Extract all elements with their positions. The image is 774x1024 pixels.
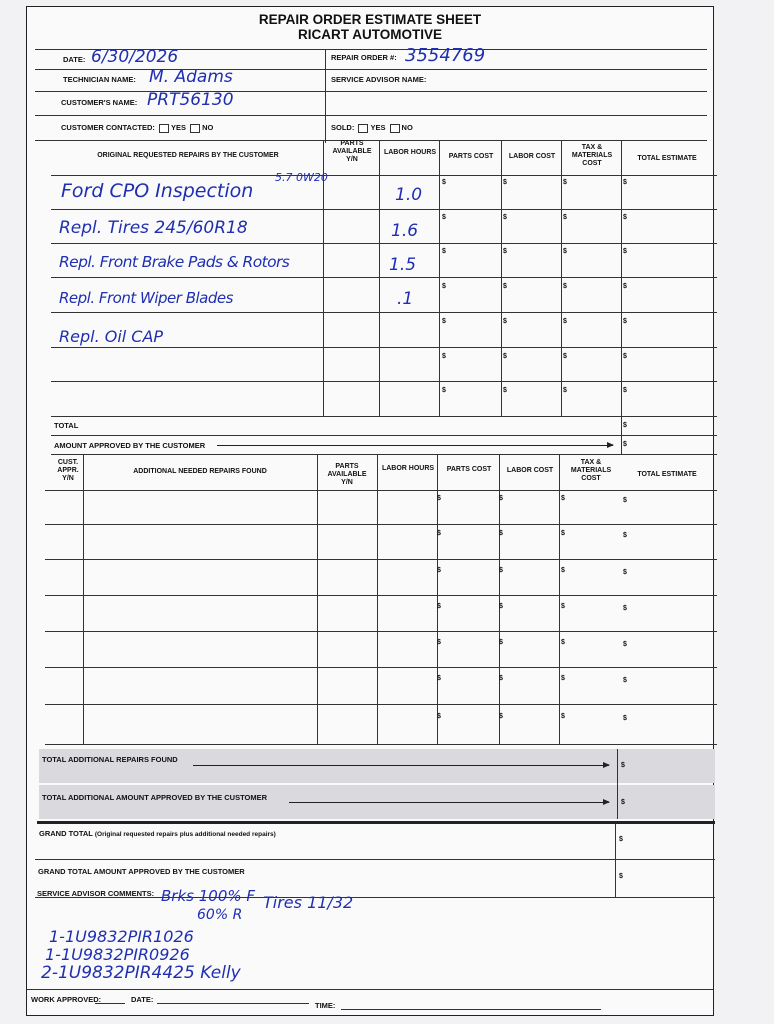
col-add-labor-cost: LABOR COST <box>506 467 554 474</box>
dollar-cell: $ <box>623 497 627 504</box>
dollar-cell: $ <box>503 318 507 325</box>
dollar-cell: $ <box>442 387 446 394</box>
col-add-total-estimate: TOTAL ESTIMATE <box>637 471 697 478</box>
work-approved-label: WORK APPROVED: <box>31 995 102 1004</box>
dollar-cell: $ <box>563 214 567 221</box>
dollar-cell: $ <box>623 248 627 255</box>
dollar-cell: $ <box>619 836 623 843</box>
dollar-cell: $ <box>561 675 565 682</box>
tech-label: TECHNICIAN NAME: <box>63 75 136 84</box>
comment-tires[interactable]: Tires 11/32 <box>263 893 354 912</box>
repair-row-2[interactable]: Repl. Tires 245/60R18 <box>59 218 248 238</box>
dollar-cell: $ <box>563 387 567 394</box>
additional-approved-arrow <box>289 802 609 803</box>
col-add-parts-cost: PARTS COST <box>446 466 492 473</box>
dollar-cell: $ <box>623 214 627 221</box>
footer-date-label: DATE: <box>131 995 154 1004</box>
dollar-cell: $ <box>503 214 507 221</box>
grand-approved-label: GRAND TOTAL AMOUNT APPROVED BY THE CUSTOMER <box>38 867 245 876</box>
dollar-cell: $ <box>621 799 625 806</box>
dollar-cell: $ <box>499 603 503 610</box>
advisor-label: SERVICE ADVISOR NAME: <box>331 75 427 84</box>
comment-brakes[interactable]: Brks 100% F <box>161 887 256 905</box>
approved-label: AMOUNT APPROVED BY THE CUSTOMER <box>54 441 206 450</box>
hours-row-1[interactable]: 1.0 <box>395 185 423 205</box>
dollar-cell: $ <box>623 715 627 722</box>
repair-row-5[interactable]: Repl. Oil CAP <box>59 327 164 346</box>
dollar-cell: $ <box>623 677 627 684</box>
dollar-cell: $ <box>623 422 627 429</box>
dollar-cell: $ <box>561 639 565 646</box>
dollar-cell: $ <box>503 353 507 360</box>
repair-row-4[interactable]: Repl. Front Wiper Blades <box>59 289 233 307</box>
contacted-row <box>61 123 213 133</box>
sold-yes-label: YES <box>370 123 386 132</box>
dollar-cell: $ <box>563 283 567 290</box>
comment-line-1[interactable]: 1-1U9832PIR1026 <box>49 927 194 946</box>
col-add-tax-materials: TAX & MATERIALS COST <box>570 459 612 482</box>
dollar-cell: $ <box>499 713 503 720</box>
dollar-cell: $ <box>623 532 627 539</box>
dollar-cell: $ <box>621 762 625 769</box>
dollar-cell: $ <box>503 387 507 394</box>
col-add-parts-available: PARTS AVAILABLE Y/N <box>327 463 367 486</box>
dollar-cell: $ <box>442 318 446 325</box>
dollar-cell: $ <box>503 248 507 255</box>
dollar-cell: $ <box>442 353 446 360</box>
dollar-cell: $ <box>437 530 441 537</box>
col-parts-cost: PARTS COST <box>448 153 494 160</box>
dollar-cell: $ <box>623 641 627 648</box>
comment-brakes-rear[interactable]: 60% R <box>197 907 243 923</box>
dollar-cell: $ <box>499 675 503 682</box>
dollar-cell: $ <box>561 603 565 610</box>
ro-label: REPAIR ORDER #: <box>331 53 397 62</box>
dollar-cell: $ <box>623 441 627 448</box>
repair-row-3[interactable]: Repl. Front Brake Pads & Rotors <box>59 253 290 271</box>
col-tax-materials: TAX & MATERIALS COST <box>571 144 613 167</box>
ro-value[interactable]: 3554769 <box>405 45 486 66</box>
dollar-cell: $ <box>561 567 565 574</box>
hours-row-3[interactable]: 1.5 <box>389 255 417 275</box>
hours-row-4[interactable]: .1 <box>397 289 414 309</box>
sold-no-checkbox[interactable] <box>390 124 400 133</box>
col-additional-repairs: ADDITIONAL NEEDED REPAIRS FOUND <box>133 468 267 475</box>
dollar-cell: $ <box>561 530 565 537</box>
hours-row-2[interactable]: 1.6 <box>391 221 419 241</box>
dollar-cell: $ <box>437 495 441 502</box>
col-parts-available: PARTS AVAILABLE Y/N <box>332 140 372 163</box>
dollar-cell: $ <box>499 495 503 502</box>
sheet-title: REPAIR ORDER ESTIMATE SHEET <box>258 12 482 27</box>
additional-found-arrow <box>193 765 609 766</box>
col-labor-cost: LABOR COST <box>508 153 556 160</box>
approved-arrow <box>217 445 613 446</box>
dollar-cell: $ <box>563 179 567 186</box>
contacted-yes-checkbox[interactable] <box>159 124 169 133</box>
dollar-cell: $ <box>623 353 627 360</box>
dollar-cell: $ <box>499 639 503 646</box>
customer-label: CUSTOMER'S NAME: <box>61 98 138 107</box>
dollar-cell: $ <box>563 318 567 325</box>
dollar-cell: $ <box>503 283 507 290</box>
dollar-cell: $ <box>563 248 567 255</box>
comment-line-3[interactable]: 2-1U9832PIR4425 Kelly <box>41 963 241 983</box>
dollar-cell: $ <box>623 283 627 290</box>
col-labor-hours: LABOR HOURS <box>383 149 437 156</box>
date-label: DATE: <box>63 55 86 64</box>
sold-no-label: NO <box>401 123 413 132</box>
dollar-cell: $ <box>561 495 565 502</box>
grand-total-note: (Original requested repairs plus additional needed repairs) <box>94 831 276 838</box>
contacted-no-checkbox[interactable] <box>190 124 200 133</box>
comments-label: SERVICE ADVISOR COMMENTS: <box>37 889 155 898</box>
additional-found-label: TOTAL ADDITIONAL REPAIRS FOUND <box>42 755 178 764</box>
dollar-cell: $ <box>437 567 441 574</box>
dollar-cell: $ <box>623 387 627 394</box>
dollar-cell: $ <box>437 713 441 720</box>
col-add-labor-hours: LABOR HOURS <box>381 465 435 472</box>
dollar-cell: $ <box>623 605 627 612</box>
dollar-cell: $ <box>442 179 446 186</box>
estimate-sheet <box>26 6 714 1016</box>
grand-total-row <box>39 829 276 838</box>
contacted-label: CUSTOMER CONTACTED: <box>61 123 155 132</box>
shop-name: RICART AUTOMOTIVE <box>298 27 442 42</box>
date-value[interactable]: 6/30/2026 <box>91 47 179 67</box>
contacted-no-label: NO <box>202 123 214 132</box>
dollar-cell: $ <box>561 713 565 720</box>
dollar-cell: $ <box>437 675 441 682</box>
dollar-cell: $ <box>503 179 507 186</box>
contacted-yes-label: YES <box>170 123 186 132</box>
total-label: TOTAL <box>54 421 79 430</box>
repair-row-1[interactable]: Ford CPO Inspection <box>61 180 254 202</box>
col-original-repairs: ORIGINAL REQUESTED REPAIRS BY THE CUSTOMER <box>97 152 279 159</box>
footer-time-label: TIME: <box>315 1001 336 1010</box>
dollar-cell: $ <box>623 179 627 186</box>
dollar-cell: $ <box>442 283 446 290</box>
comment-line-2[interactable]: 1-1U9832PIR0926 <box>45 945 190 964</box>
customer-value[interactable]: PRT56130 <box>147 90 234 110</box>
sold-label: SOLD: <box>331 123 355 132</box>
sold-row <box>331 123 413 133</box>
dollar-cell: $ <box>442 214 446 221</box>
tech-value[interactable]: M. Adams <box>149 67 233 87</box>
dollar-cell: $ <box>623 318 627 325</box>
dollar-cell: $ <box>623 569 627 576</box>
dollar-cell: $ <box>437 639 441 646</box>
dollar-cell: $ <box>437 603 441 610</box>
dollar-cell: $ <box>499 530 503 537</box>
additional-approved-label: TOTAL ADDITIONAL AMOUNT APPROVED BY THE CUSTOMER <box>42 793 268 802</box>
grand-total-label: GRAND TOTAL <box>39 829 93 838</box>
dollar-cell: $ <box>563 353 567 360</box>
dollar-cell: $ <box>499 567 503 574</box>
repair-row-1-note: 5.7 0W20 <box>275 171 328 184</box>
dollar-cell: $ <box>619 873 623 880</box>
col-cust-appr: CUST. APPR. Y/N <box>57 459 79 482</box>
dollar-cell: $ <box>442 248 446 255</box>
sold-yes-checkbox[interactable] <box>358 124 368 133</box>
col-total-estimate: TOTAL ESTIMATE <box>637 155 697 162</box>
